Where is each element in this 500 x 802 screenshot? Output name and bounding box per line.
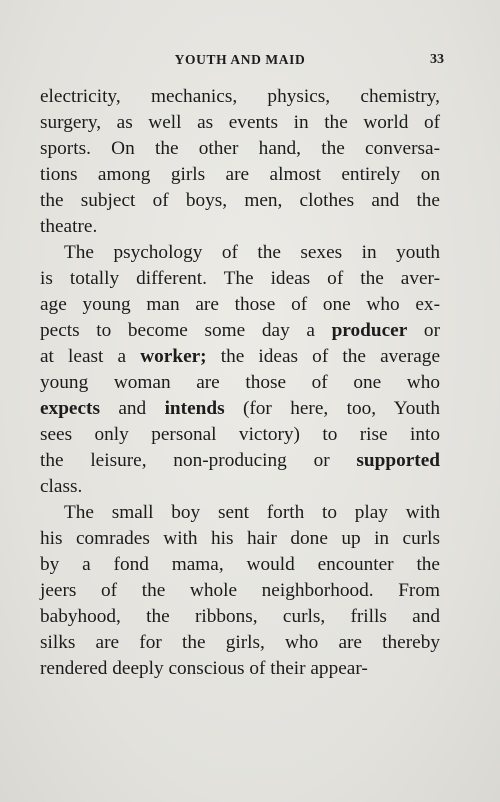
text-line xyxy=(40,240,440,266)
body-text xyxy=(40,84,440,682)
text-run: age young man are those of one who ex- xyxy=(40,294,440,315)
text-line xyxy=(40,370,440,396)
text-run: is totally different. The ideas of the aver- xyxy=(40,268,440,289)
text-line xyxy=(40,136,440,162)
text-run: silks are for the girls, who are thereby xyxy=(40,632,440,653)
text-run: the leisure, non-producing or xyxy=(40,450,357,471)
text-run: and xyxy=(99,398,165,419)
text-line xyxy=(40,422,440,448)
text-run: surgery, as well as events in the world of xyxy=(40,112,440,133)
text-run: pects to become some day a xyxy=(40,320,332,341)
bold-word: intends xyxy=(164,398,225,419)
text-line xyxy=(40,656,440,682)
text-run: by a fond mama, would encounter the xyxy=(40,554,440,575)
text-run: the subject of boys, men, clothes and the xyxy=(40,190,440,211)
text-run: or xyxy=(407,320,440,341)
text-run: electricity, mechanics, physics, chemistry, xyxy=(40,86,440,107)
bold-word: expects xyxy=(40,398,100,419)
text-run: The psychology of the sexes in youth xyxy=(64,242,440,263)
text-run: the ideas of the average xyxy=(206,346,440,367)
text-run: sports. On the other hand, the conversa- xyxy=(40,138,440,159)
text-line xyxy=(40,214,440,240)
text-run: The small boy sent forth to play with xyxy=(64,502,440,523)
bold-word: producer xyxy=(331,320,408,341)
text-run: class. xyxy=(40,476,83,497)
text-run: babyhood, the ribbons, curls, frills and xyxy=(40,606,440,627)
text-line xyxy=(40,162,440,188)
paragraph xyxy=(40,240,440,500)
running-head-title: YOUTH AND MAID xyxy=(174,52,306,67)
text-run: tions among girls are almost entirely on xyxy=(40,164,440,185)
text-run: theatre. xyxy=(40,216,98,237)
page-number: 33 xyxy=(430,52,444,67)
text-line xyxy=(40,292,440,318)
text-line xyxy=(40,266,440,292)
text-line xyxy=(40,110,440,136)
bold-word: worker; xyxy=(140,346,207,367)
text-line xyxy=(40,604,440,630)
text-run: (for here, too, Youth xyxy=(224,398,440,419)
paragraph xyxy=(40,500,440,682)
text-line xyxy=(40,474,440,500)
text-run: sees only personal victory) to rise into xyxy=(40,424,440,445)
text-run: rendered deeply conscious of their appear- xyxy=(40,658,368,679)
text-line xyxy=(40,500,440,526)
text-line xyxy=(40,396,440,422)
running-head xyxy=(40,52,444,72)
paragraph xyxy=(40,84,440,240)
text-line xyxy=(40,578,440,604)
text-line xyxy=(40,318,440,344)
text-line xyxy=(40,526,440,552)
text-line xyxy=(40,84,440,110)
text-line xyxy=(40,630,440,656)
text-line xyxy=(40,188,440,214)
text-run: at least a xyxy=(40,346,141,367)
bold-word: supported xyxy=(356,450,440,471)
text-line xyxy=(40,552,440,578)
text-run: young woman are those of one who xyxy=(40,372,440,393)
text-line xyxy=(40,448,440,474)
text-run: jeers of the whole neighborhood. From xyxy=(40,580,440,601)
text-run: his comrades with his hair done up in curls xyxy=(40,528,440,549)
text-line xyxy=(40,344,440,370)
